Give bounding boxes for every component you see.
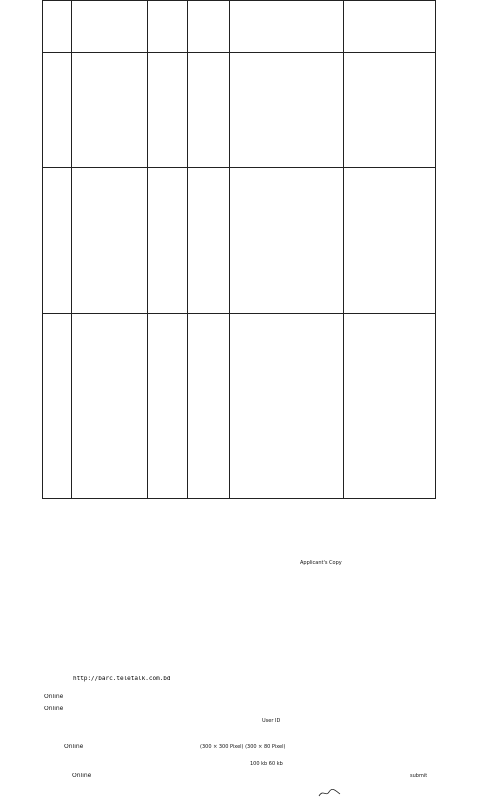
step-kha-online: Online: [64, 744, 84, 750]
photo-pixel-spec: (300 × 300 Pixel) (300 × 80 Pixel): [200, 744, 286, 750]
row-post: [76, 171, 144, 195]
table-border: [42, 0, 43, 498]
note-7: [44, 627, 440, 639]
table-border: [42, 313, 436, 314]
row-qualification: [234, 171, 340, 221]
signature-mark: [318, 788, 342, 798]
row-post: [76, 317, 144, 353]
note-9: [44, 653, 440, 660]
table-border: [42, 0, 436, 1]
photo-size-spec: 100 kb 60 kb: [250, 761, 283, 767]
note-4: [44, 549, 440, 556]
note-2: [44, 522, 440, 529]
submit-text: submit: [410, 773, 428, 779]
step-i-online: Online: [44, 694, 64, 700]
table-border: [435, 0, 436, 498]
note-1: [44, 506, 440, 518]
table-border: [71, 0, 72, 498]
note-8: [44, 643, 440, 650]
row-post: [76, 4, 144, 36]
application-url-link[interactable]: http://barc.teletalk.com.bd: [73, 676, 171, 682]
step-ga-online: Online: [72, 773, 92, 779]
user-id-text: User ID: [262, 718, 281, 724]
table-border: [187, 0, 188, 498]
table-border: [42, 52, 436, 53]
row-post: [76, 56, 144, 80]
row-qualification: [234, 4, 340, 32]
row-districts: [347, 171, 433, 309]
note-6: [44, 616, 440, 623]
table-border: [147, 0, 148, 498]
row-districts: [347, 317, 433, 493]
step-ii-online: Online: [44, 706, 64, 712]
row-districts: [347, 4, 433, 20]
note-5-applicant-copy: Applicant's Copy: [300, 560, 342, 566]
table-border: [343, 0, 344, 498]
row-qualification: [234, 56, 340, 90]
table-border: [42, 498, 436, 499]
note-3: [44, 533, 440, 545]
row-districts: [347, 56, 433, 164]
table-border: [229, 0, 230, 498]
table-border: [42, 167, 436, 168]
row-qualification: [234, 317, 340, 457]
